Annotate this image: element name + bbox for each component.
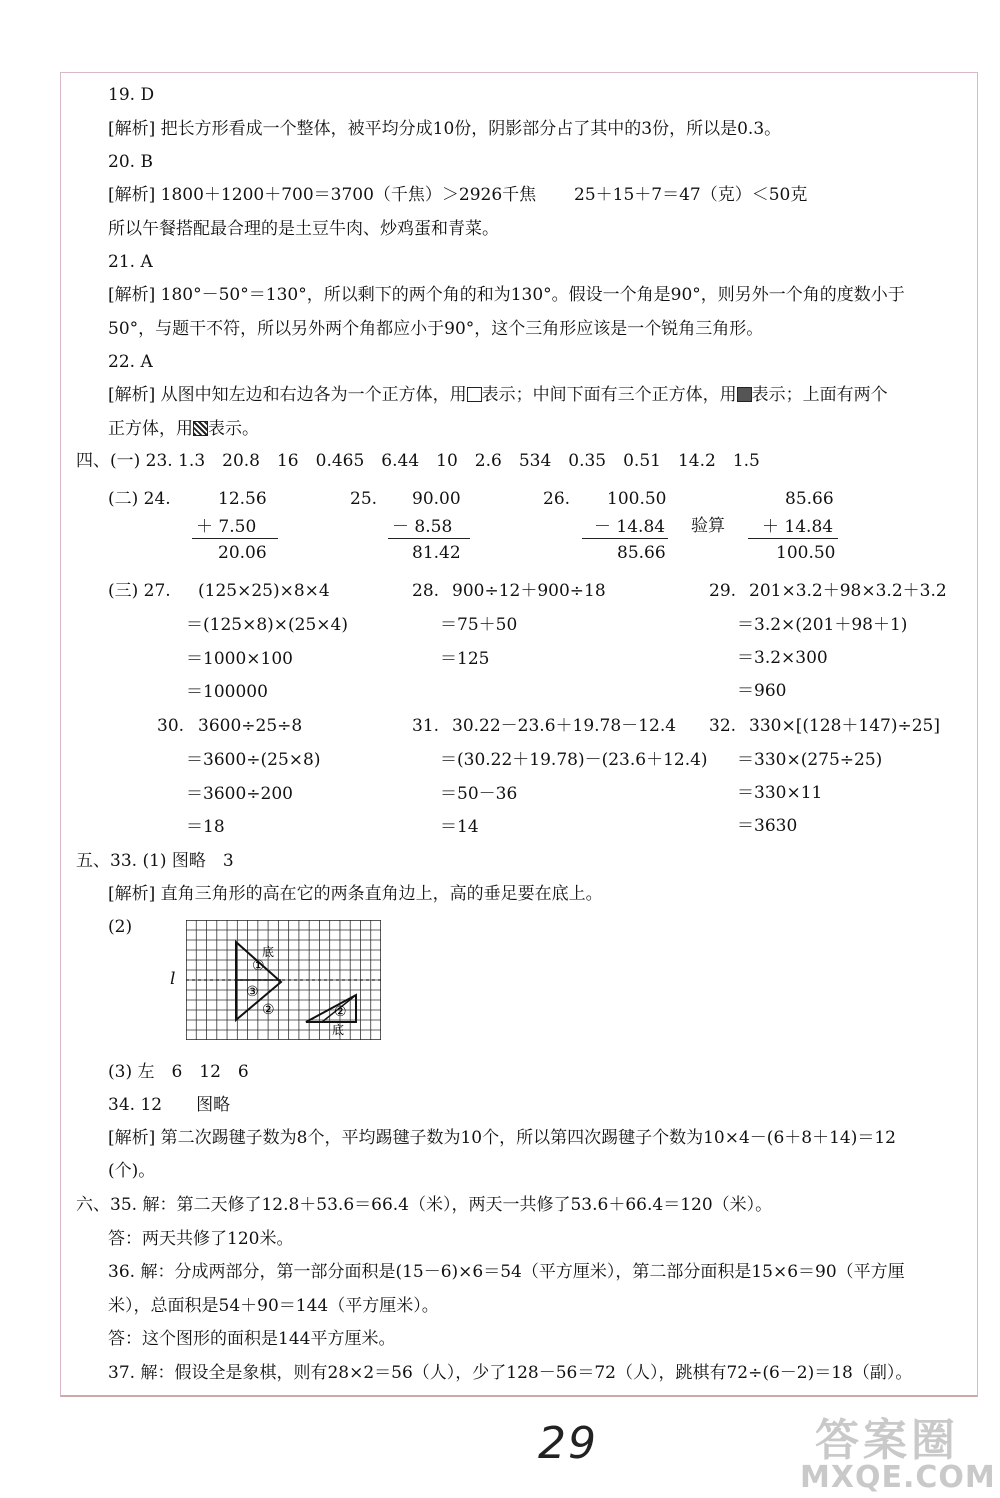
s6-q37: 37. 解：假设全是象棋，则有28×2＝56（人），少了128－56＝72（人），跳棋有72÷(6－2)＝18（副）。 [108, 1363, 913, 1383]
s5-q33-part2: (2) [108, 917, 133, 937]
v24-top: 12.56 [218, 489, 267, 509]
c27-line2: ＝(125×8)×(25×4) [186, 615, 348, 635]
s6-q35-answer: 答：两天共修了120米。 [108, 1229, 294, 1249]
c31-line2: ＝(30.22＋19.78)－(23.6＋12.4) [440, 750, 708, 770]
c27-line3: ＝1000×100 [186, 649, 293, 669]
c31-label: 31. [412, 716, 440, 736]
a20-part1: [解析] 1800＋1200＋700＝3700（千焦）＞2926千焦 [108, 185, 537, 205]
a22-text5: 表示。 [208, 419, 259, 439]
s5-q33-analysis: [解析] 直角三角形的高在它的两条直角边上，高的垂足要在底上。 [108, 884, 603, 904]
v25-label: 25. [350, 489, 378, 509]
c31-line3: ＝50－36 [440, 784, 518, 804]
a22-text3: 表示；上面有两个 [751, 385, 888, 405]
base-label-bottom: 底 [332, 1023, 345, 1037]
a20-conclusion: 所以午餐搭配最合理的是土豆牛肉、炒鸡蛋和青菜。 [108, 219, 499, 239]
c30-line3: ＝3600÷200 [186, 784, 293, 804]
c32-line1: 330×[(128＋147)÷25] [749, 716, 940, 736]
check-top: 85.66 [785, 489, 834, 509]
watermark-url: MXQE.COM [800, 1460, 996, 1495]
shaded-square-icon [737, 387, 752, 402]
s5-q33: 五、33. (1) 图略 3 [76, 851, 234, 871]
c31-line4: ＝14 [440, 817, 479, 837]
c27-line4: ＝100000 [186, 682, 268, 702]
c28-line1: 900÷12＋900÷18 [452, 581, 606, 601]
c30-line2: ＝3600÷(25×8) [186, 750, 321, 770]
s6-q36: 36. 解：分成两部分，第一部分面积是(15－6)×6＝54（平方厘米），第二部分面积是15×6＝90（平方厘 [108, 1262, 905, 1282]
v25-rule [388, 538, 470, 539]
v26-result: 85.66 [617, 543, 666, 563]
check-rule [748, 538, 838, 539]
triangle-right [306, 995, 356, 1022]
watermark-logo-text: 答案圈 [815, 1415, 959, 1466]
v24-mid: ＋ 7.50 [196, 517, 257, 537]
a21-line2: 50°，与题干不符，所以另外两个角都应小于90°，这个三角形应该是一个锐角三角形。 [108, 319, 764, 339]
c32-label: 32. [709, 716, 737, 736]
circle-label-1: ① [252, 958, 265, 974]
s5-q34-analysis1: [解析] 第二次踢毽子数为8个，平均踢毽子数为10个，所以第四次踢毽子个数为10×4－(6＋8＋14)＝12 [108, 1128, 896, 1148]
v25-mid: － 8.58 [392, 517, 453, 537]
v26-top: 100.50 [607, 489, 667, 509]
empty-square-icon [467, 387, 482, 402]
circle-label-2b: ② [334, 1004, 347, 1020]
a20-part2: 25＋15＋7＝47（克）＜50克 [574, 185, 808, 205]
line-label-l: l [170, 969, 176, 989]
c32-line4: ＝3630 [737, 816, 798, 836]
a22-text4: 正方体，用 [108, 419, 193, 439]
c32-line2: ＝330×(275÷25) [737, 750, 883, 770]
s6-q36-cont: 米），总面积是54＋90＝144（平方厘米）。 [108, 1296, 439, 1316]
page-number: 29 [538, 1418, 598, 1469]
circle-label-2a: ② [262, 1002, 275, 1018]
c30-line4: ＝18 [186, 817, 225, 837]
a21-line1: [解析] 180°－50°＝130°，所以剩下的两个角的和为130°。假设一个角是90°，则另外一个角的度数小于 [108, 285, 905, 305]
circle-label-3: ③ [246, 984, 259, 1000]
grid-figure [186, 920, 381, 1040]
s6-q35: 六、35. 解：第二天修了12.8＋53.6＝66.4（米），两天一共修了53.6＋66.4＝120（米）。 [76, 1195, 773, 1215]
c29-line1: 201×3.2＋98×3.2＋3.2 [749, 581, 947, 601]
q22: 22. A [108, 352, 153, 372]
hatched-square-icon [193, 421, 208, 436]
s4-part2-label: (二) 24. [108, 489, 171, 509]
v25-result: 81.42 [412, 543, 461, 563]
check-mid: ＋ 14.84 [762, 517, 834, 537]
s5-q34-analysis2: (个)。 [108, 1161, 156, 1181]
a22-text1: [解析] 从图中知左边和右边各为一个正方体，用 [108, 385, 467, 405]
q19: 19. D [108, 85, 155, 105]
c29-label: 29. [709, 581, 737, 601]
v26-mid: － 14.84 [594, 517, 666, 537]
v24-result: 20.06 [218, 543, 267, 563]
c31-line1: 30.22－23.6＋19.78－12.4 [452, 716, 677, 736]
a22-line2 [108, 418, 259, 440]
s6-q36-answer: 答：这个图形的面积是144平方厘米。 [108, 1329, 396, 1349]
c28-label: 28. [412, 581, 440, 601]
c29-line3: ＝3.2×300 [737, 648, 828, 668]
s5-q33-part3: (3) 左 6 12 6 [108, 1062, 249, 1082]
s4-part3-label: (三) 27. [108, 581, 171, 601]
s4-part1: 四、(一) 23. 1.3 20.8 16 0.465 6.44 10 2.6 534 0.35 0.51 14.2 1.5 [76, 451, 760, 471]
base-label-top: 底 [262, 945, 275, 959]
c29-line4: ＝960 [737, 681, 787, 701]
a19: [解析] 把长方形看成一个整体，被平均分成10份，阴影部分占了其中的3份，所以是0.3。 [108, 119, 782, 139]
a22-text2: 表示；中间下面有三个正方体，用 [481, 385, 737, 405]
c30-line1: 3600÷25÷8 [198, 716, 303, 736]
c28-line2: ＝75＋50 [440, 615, 518, 635]
q21: 21. A [108, 252, 153, 272]
check-result: 100.50 [776, 543, 836, 563]
c27-line1: (125×25)×8×4 [198, 581, 330, 601]
s5-q34: 34. 12 图略 [108, 1095, 231, 1115]
c28-line3: ＝125 [440, 649, 490, 669]
v24-rule [192, 538, 278, 539]
v25-top: 90.00 [412, 489, 461, 509]
v26-rule [582, 538, 668, 539]
v26-label: 26. [543, 489, 571, 509]
c32-line3: ＝330×11 [737, 783, 823, 803]
check-label: 验算 [691, 516, 725, 536]
a22-line1 [108, 384, 888, 406]
q20: 20. B [108, 152, 153, 172]
c29-line2: ＝3.2×(201＋98＋1) [737, 615, 908, 635]
c30-label: 30. [157, 716, 185, 736]
